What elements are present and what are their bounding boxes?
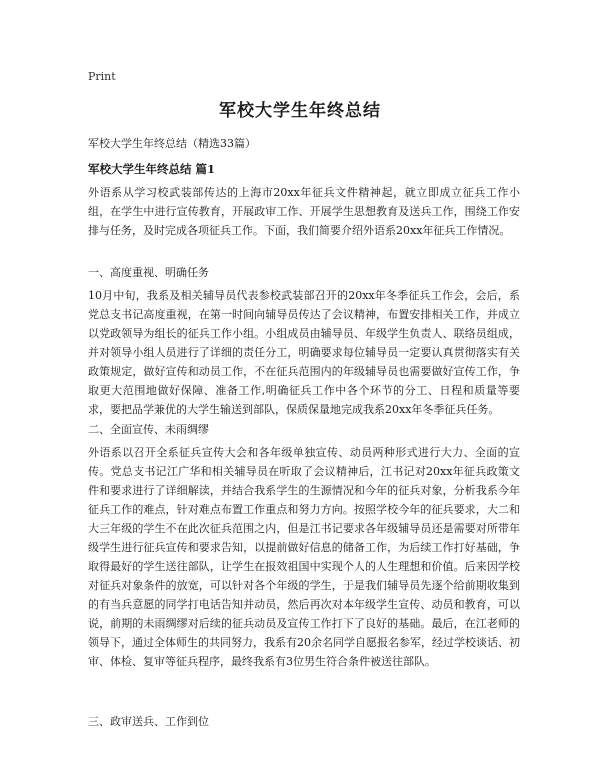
- paragraph-1: 10月中旬，我系及相关辅导员代表参校武装部召开的20xx年冬季征兵工作会，会后，系党总支书记高度重视，在第一时间向辅导员传达了会议精神，布置安排相关工作，并成立以党政领导为组长的征兵工作小组。小组成员由辅导员、年级学生负责人、联络员组成，并对领导小组人员进行了详细的责任分工，明确要求每位辅导员一定要认真贯彻落实有关政策规定，做好宣传和动员工作，不在征兵范围内的年级辅导员也需要做好宣传工作，争取更大范围地做好保障、准备工作,明确征兵工作中各个环节的分工、日程和质量等要求，要把品学兼优的大学生输送到部队，保质保量地完成我系20xx年冬季征兵任务。: [88, 289, 520, 416]
- subheading-1: 一、高度重视、明确任务: [88, 266, 209, 279]
- intro-paragraph: 外语系从学习校武装部传达的上海市20xx年征兵文件精神起，就立即成立征兵工作小组，在学生中进行宣传教育，开展政审工作、开展学生思想教育及送兵工作，围绕工作安排与任务，及时完成各项征兵工作。下面，我们简要介绍外语系20xx年征兵工作情况。: [88, 186, 520, 237]
- document-title: 军校大学生年终总结: [219, 101, 381, 121]
- subheading-3: 三、政审送兵、工作到位: [88, 715, 209, 728]
- section-heading: 军校大学生年终总结 篇1: [88, 162, 216, 176]
- subheading-2: 二、全面宣传、未雨绸缪: [88, 423, 209, 436]
- print-label[interactable]: Print: [88, 70, 116, 83]
- document-subtitle: 军校大学生年终总结（精选33篇）: [88, 137, 256, 150]
- paragraph-2: 外语系以召开全系征兵宣传大会和各年级单独宣传、动员两种形式进行大力、全面的宣传。党总支书记江广华和相关辅导员在听取了会议精神后，江书记对20xx年征兵政策文件和要求进行了详细解读，并结合我系学生的生源情况和今年的征兵对象，分析我系今年征兵工作的难点，针对难点布置工作重点和努力方向。按照学校今年的征兵要求，大二和大三年级的学生不在此次征兵范围之内，但是江书记要求各年级辅导员还是需要对所带年级学生进行征兵宣传和要求告知，以提前做好信息的储备工作，为后续工作打好基础，争取得最好的学生送往部队，让学生在报效祖国中实现个人的人生理想和价值。后来因学校对征兵对象条件的放宽，可以针对各个年级的学生，于是我们辅导员先逐个给前期收集到的有当兵意愿的同学打电话告知并动员，然后再次对本年级学生宣传、动员和教育，可以说，前期的未雨绸缪对后续的征兵动员及宣传工作打下了良好的基础。最后，在江老师的领导下，通过全体师生的共同努力，我系有20余名同学自愿报名参军，经过学校谈话、初审、体检、复审等征兵程序，最终我系有3位男生符合条件被送往部队。: [88, 446, 520, 668]
